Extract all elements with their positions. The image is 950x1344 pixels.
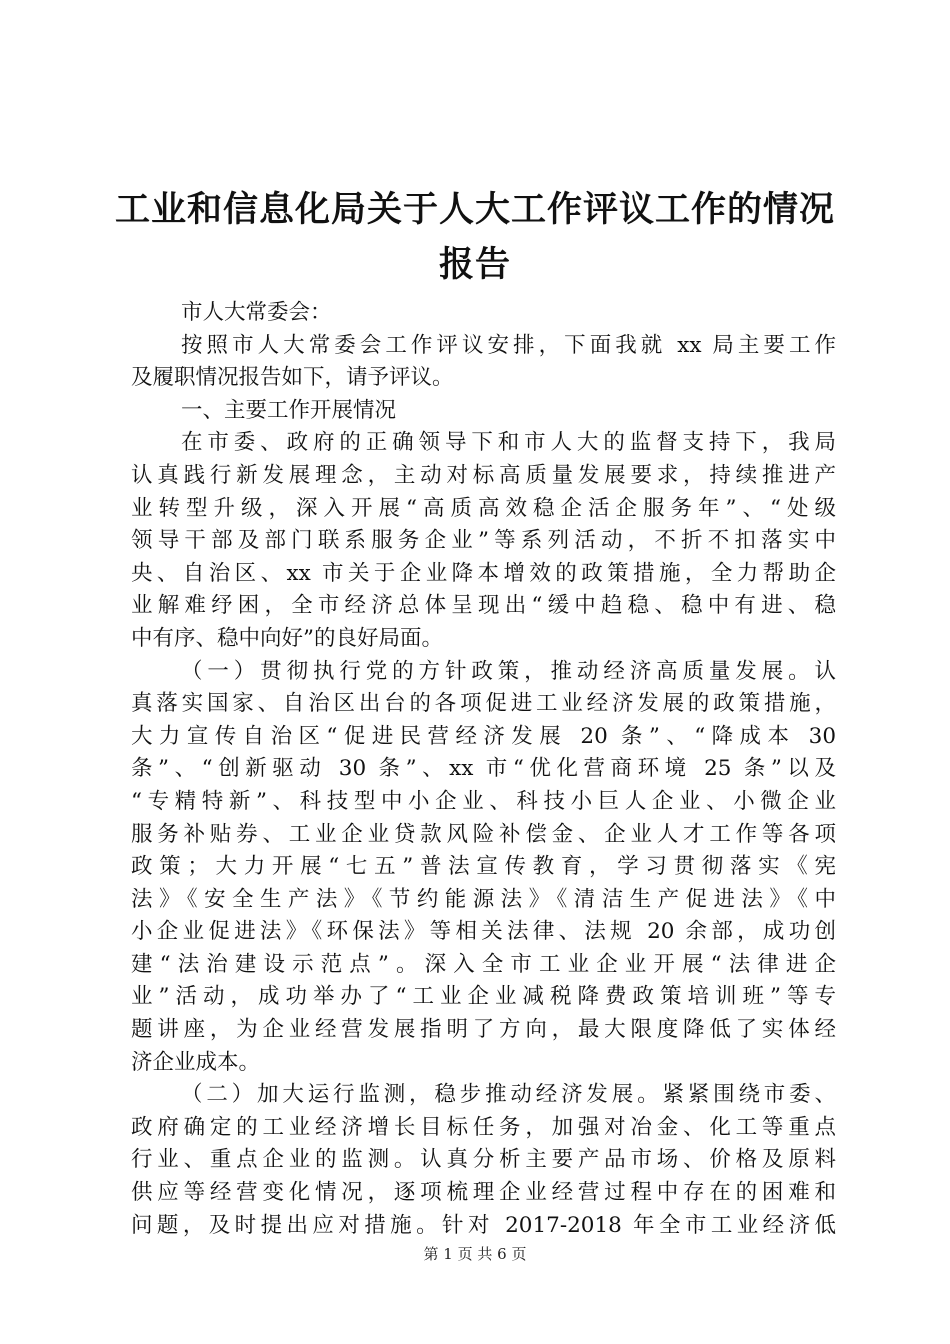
body-line: 题讲座，为企业经营发展指明了方向，最大限度降低了实体经 [131, 1017, 836, 1043]
section-heading: 一、主要工作开展情况 [181, 397, 397, 423]
body-line: 真落实国家、自治区出台的各项促进工业经济发展的政策措施， [131, 691, 836, 717]
body-line: 按照市人大常委会工作评议安排，下面我就 xx 局主要工作 [181, 332, 836, 358]
salutation: 市人大常委会： [181, 300, 332, 325]
body-line: 小企业促进法》《环保法》等相关法律、法规 20 余部，成功创 [131, 919, 836, 945]
body-line: 服务补贴券、工业企业贷款风险补偿金、企业人才工作等各项 [131, 821, 836, 847]
body-line: 问题，及时提出应对措施。针对 2017-2018 年全市工业经济低 [131, 1212, 836, 1238]
body-line: 认真践行新发展理念，主动对标高质量发展要求，持续推进产 [131, 462, 836, 488]
page-number-footer: 第 1 页 共 6 页 [423, 1245, 527, 1263]
body-line: 供应等经营变化情况，逐项梳理企业经营过程中存在的困难和 [131, 1180, 836, 1206]
body-line: 政策；大力开展“七五”普法宣传教育，学习贯彻落实《宪 [131, 854, 836, 880]
body-line: 业转型升级，深入开展“高质高效稳企活企服务年”、“处级 [131, 495, 836, 521]
document-body [131, 297, 836, 1242]
subsection-line: （二）加大运行监测，稳步推动经济发展。紧紧围绕市委、 [181, 1082, 836, 1108]
body-line: 法》《安全生产法》《节约能源法》《清洁生产促进法》《中 [131, 886, 836, 912]
subsection-line: （一）贯彻执行党的方针政策，推动经济高质量发展。认 [181, 658, 836, 684]
body-line: 及履职情况报告如下，请予评议。 [131, 365, 454, 391]
body-line: 在市委、政府的正确领导下和市人大的监督支持下，我局 [181, 430, 836, 456]
body-line: 业解难纾困，全市经济总体呈现出“缓中趋稳、稳中有进、稳 [131, 593, 836, 619]
body-line: 中有序、稳中向好”的良好局面。 [131, 625, 443, 651]
body-line: 政府确定的工业经济增长目标任务，加强对冶金、化工等重点 [131, 1114, 836, 1140]
body-line: 业”活动，成功举办了“工业企业减税降费政策培训班”等专 [131, 984, 836, 1010]
body-line: 建“法治建设示范点”。深入全市工业企业开展“法律进企 [131, 951, 836, 977]
document-title-line-2: 报告 [438, 245, 511, 285]
body-line: 央、自治区、xx 市关于企业降本增效的政策措施，全力帮助企 [131, 560, 836, 586]
body-line: 大力宣传自治区“促进民营经济发展 20 条”、“降成本 30 [131, 723, 836, 749]
body-line: 济企业成本。 [131, 1049, 261, 1075]
document-title-line-1: 工业和信息化局关于人大工作评议工作的情况 [114, 190, 835, 230]
body-line: 行业、重点企业的监测。认真分析主要产品市场、价格及原料 [131, 1147, 836, 1173]
body-line: 领导干部及部门联系服务企业”等系列活动，不折不扣落实中 [131, 528, 836, 554]
body-line: 条”、“创新驱动 30 条”、xx 市“优化营商环境 25 条”以及 [131, 756, 836, 782]
body-line: “专精特新”、科技型中小企业、科技小巨人企业、小微企业 [131, 788, 836, 814]
